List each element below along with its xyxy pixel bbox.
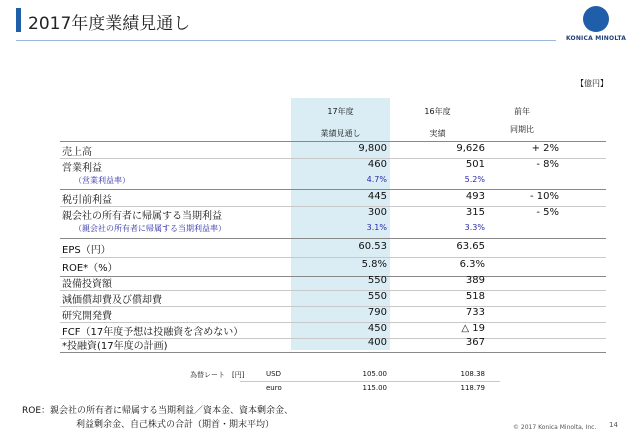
- change-value: - 8%: [536, 159, 559, 170]
- table-divider: [60, 352, 606, 353]
- table-row: [60, 142, 606, 158]
- fy17-value: 460: [367, 159, 387, 170]
- fx-usd-fy16: 108.38: [460, 370, 485, 378]
- fx-euro-fy17: 115.00: [362, 384, 387, 392]
- row-label: ROE*（%）: [62, 263, 118, 274]
- change-header-2: 同期比: [510, 125, 534, 134]
- fy17-value: 400: [367, 337, 387, 348]
- row-label: 営業利益: [62, 163, 102, 174]
- fy17-value: 550: [367, 291, 387, 302]
- page-number: 14: [609, 421, 618, 429]
- change-value: - 5%: [536, 207, 559, 218]
- fy17-header-2: 業績見通し: [320, 129, 361, 138]
- fy16-value: 6.3%: [459, 259, 485, 270]
- copyright: © 2017 Konica Minolta, Inc.: [513, 424, 597, 431]
- table-row: [60, 274, 606, 290]
- table-row: [60, 258, 606, 274]
- fy17-value: 3.1%: [366, 223, 387, 232]
- fx-usd-fy17: 105.00: [362, 370, 387, 378]
- row-label: FCF（17年度予想は投融資を含めない）: [62, 327, 244, 338]
- row-label: EPS（円）: [62, 245, 111, 256]
- fy16-header-1: 16年度: [424, 107, 451, 116]
- fy17-value: 790: [367, 307, 387, 318]
- fy16-value: 5.2%: [464, 175, 485, 184]
- fy16-header-2: 実績: [429, 129, 446, 138]
- row-label: 設備投資額: [62, 279, 112, 290]
- row-label: 税引前利益: [62, 195, 112, 206]
- fx-euro-fy16: 118.79: [460, 384, 485, 392]
- fy17-value: 550: [367, 275, 387, 286]
- table-row: [60, 206, 606, 222]
- fy16-value: 518: [465, 291, 485, 302]
- row-label: 減価償却費及び償却費: [62, 295, 162, 306]
- table-row: [60, 240, 606, 256]
- fy16-value: 501: [465, 159, 485, 170]
- fy17-value: 300: [367, 207, 387, 218]
- fy17-value: 450: [367, 323, 387, 334]
- slide-header: [0, 0, 640, 40]
- logo-globe-icon: [583, 6, 609, 32]
- fy17-value: 445: [367, 191, 387, 202]
- row-label: 売上高: [62, 147, 92, 158]
- change-header-1: 前年: [514, 107, 530, 116]
- title-divider: [16, 40, 556, 41]
- fy16-value: 9,626: [456, 143, 485, 154]
- table-row: [60, 290, 606, 306]
- page-title: 2017年度業績見通し: [28, 14, 191, 34]
- change-value: - 10%: [529, 191, 559, 202]
- fy17-value: 4.7%: [366, 175, 387, 184]
- fx-rate-label: 為替レート [円]: [190, 371, 245, 379]
- unit-label: 【億円】: [576, 79, 608, 88]
- row-label: 研究開発費: [62, 311, 112, 322]
- title-accent-bar: [16, 8, 21, 32]
- row-label: （親会社の所有者に帰属する当期利益率）: [74, 224, 226, 233]
- change-value: + 2%: [531, 143, 559, 154]
- row-label: （営業利益率）: [74, 176, 130, 185]
- fy17-value: 60.53: [358, 241, 387, 252]
- forecast-table: [60, 98, 606, 392]
- fy17-value: 9,800: [358, 143, 387, 154]
- fx-usd-label: USD: [266, 370, 281, 378]
- row-label: *投融資(17年度の計画): [62, 341, 168, 352]
- table-row: [60, 336, 606, 352]
- logo-text: KONICA MINOLTA: [565, 35, 627, 42]
- table-row: [60, 190, 606, 206]
- fy16-value: 63.65: [456, 241, 485, 252]
- fx-euro-label: euro: [266, 384, 282, 392]
- fy16-value: 389: [465, 275, 485, 286]
- table-divider: [60, 238, 606, 239]
- roe-footnote: [22, 404, 293, 432]
- fy16-value: △ 19: [461, 323, 485, 334]
- company-logo: [560, 6, 632, 46]
- fx-divider: [240, 381, 500, 382]
- fy17-header-1: 17年度: [327, 107, 354, 116]
- table-row: [60, 222, 606, 238]
- footnote-line-2: 利益剰余金、自己株式の合計（期首・期末平均）: [76, 420, 275, 430]
- fy16-value: 367: [465, 337, 485, 348]
- footnote-line-1: ROE：親会社の所有者に帰属する当期利益／資本金、資本剰余金、: [22, 406, 294, 416]
- row-label: 親会社の所有者に帰属する当期利益: [62, 211, 222, 222]
- table-row: [60, 306, 606, 322]
- table-row: [60, 174, 606, 190]
- fy16-value: 733: [465, 307, 485, 318]
- fy16-value: 3.3%: [464, 223, 485, 232]
- fy17-value: 5.8%: [361, 259, 387, 270]
- table-row: [60, 158, 606, 174]
- fy16-value: 315: [465, 207, 485, 218]
- fy16-value: 493: [465, 191, 485, 202]
